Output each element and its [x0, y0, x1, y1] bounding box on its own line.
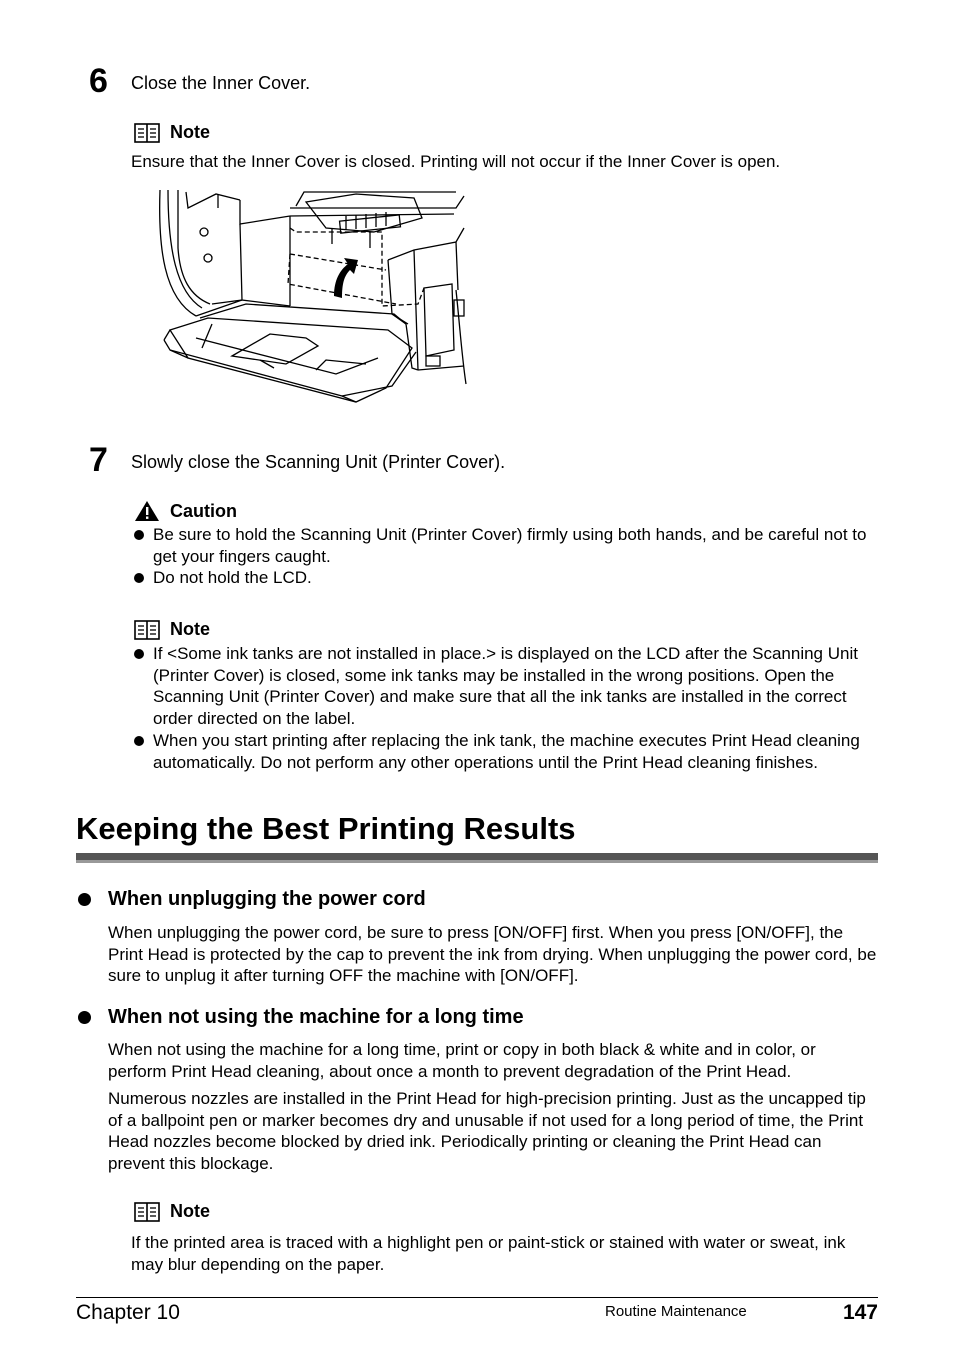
footer-section: Routine Maintenance: [605, 1303, 747, 1320]
list-item: Do not hold the LCD.: [131, 567, 876, 589]
note-text: Ensure that the Inner Cover is closed. Printing will not occur if the Inner Cover is open.: [131, 152, 781, 171]
warning-triangle-icon: [134, 500, 160, 522]
section-title: Keeping the Best Printing Results: [76, 811, 576, 846]
step-7-text: Slowly close the Scanning Unit (Printer Cover).: [131, 452, 506, 472]
note-book-icon: [134, 123, 160, 143]
step-7-number: 7: [89, 441, 108, 479]
paragraph: When unplugging the power cord, be sure to press [ON/OFF] first. When you press [ON/OFF], the Print Head is protected by the cap to prevent the ink from drying. When unplugging the power cord, be sure to unplug it after turning OFF the machine with [ON/OFF].: [108, 923, 877, 986]
note-book-icon: [134, 1202, 160, 1222]
note-heading: [134, 619, 210, 640]
note-label: Note: [170, 1201, 210, 1221]
caution-heading: [134, 500, 237, 522]
note-heading: [134, 1201, 210, 1222]
subheading-text: When unplugging the power cord: [108, 888, 426, 910]
bullet-icon: [78, 893, 91, 906]
note-label: Note: [170, 619, 210, 639]
paragraph: When not using the machine for a long time, print or copy in both black & white and in color, or perform Print Head cleaning, about once a month to prevent degradation of the Print Head.: [108, 1040, 816, 1081]
section-rule-shadow: [76, 860, 878, 863]
page-number: 147: [842, 1301, 878, 1324]
note-text: If the printed area is traced with a highlight pen or paint-stick or stained with water or sweat, ink may blur depending on the paper.: [131, 1233, 846, 1274]
step-6-text: Close the Inner Cover.: [131, 73, 311, 93]
step-6-number: 6: [89, 62, 108, 100]
footer-rule: [76, 1297, 878, 1298]
footer-chapter: Chapter 10: [76, 1301, 180, 1324]
subheading: [78, 1005, 524, 1029]
list-item: When you start printing after replacing the ink tank, the machine executes Print Head cleaning automatically. Do not perform any other operations until the Print Head cleaning finishes.: [131, 730, 876, 773]
caution-label: Caution: [170, 500, 237, 521]
paragraph: Numerous nozzles are installed in the Print Head for high-precision printing. Just as the uncapped tip of a ballpoint pen or marker becomes dry and unusable if not used for a long period of time, the Print Head nozzles become blocked by dried ink. Periodically printing or cleaning the Print Head can prevent this blockage.: [108, 1089, 866, 1174]
note-book-icon: [134, 620, 160, 640]
note-label: Note: [170, 122, 210, 142]
list-item: If <Some ink tanks are not installed in place.> is displayed on the LCD after the Scanning Unit (Printer Cover) is closed, some ink tanks may be installed in the wrong positions. Open the Scanning Unit (Printer Cover) and make sure that all the ink tanks are installed in the correct order directed on the label.: [131, 643, 876, 730]
note-heading: [134, 122, 210, 143]
printer-inner-cover-illustration: [156, 188, 468, 406]
subheading-text: When not using the machine for a long time: [108, 1006, 524, 1028]
list-item: Be sure to hold the Scanning Unit (Printer Cover) firmly using both hands, and be careful not to get your fingers caught.: [131, 524, 876, 567]
subheading: [78, 887, 426, 911]
bullet-icon: [78, 1011, 91, 1024]
caution-list: [131, 524, 876, 589]
note-list: [131, 643, 876, 773]
section-rule: [76, 853, 878, 860]
